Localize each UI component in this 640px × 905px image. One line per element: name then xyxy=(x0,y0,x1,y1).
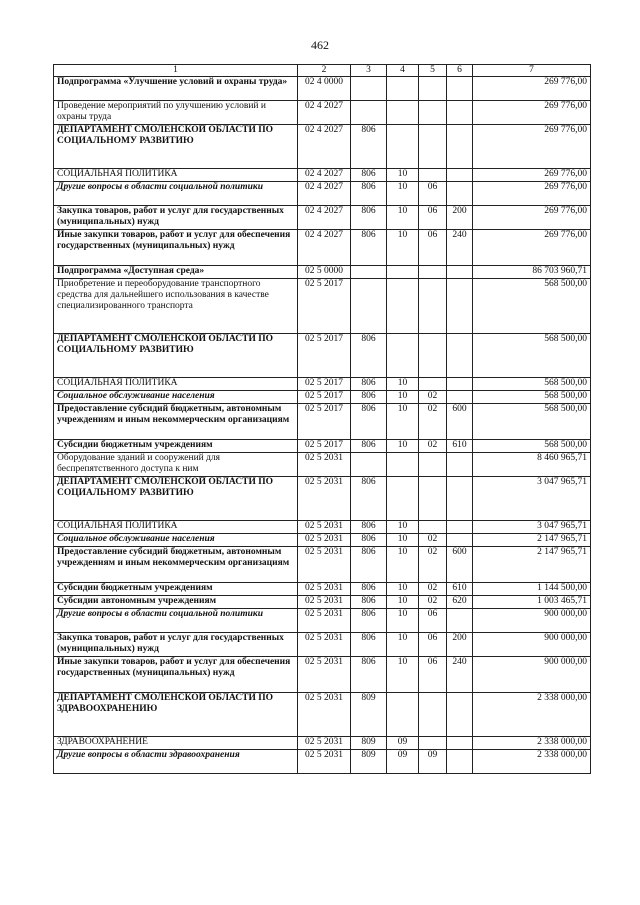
row-sum-cell: 2 338 000,00 xyxy=(473,693,591,737)
row-name-cell: Проведение мероприятий по улучшению условий и охраны труда xyxy=(54,101,298,125)
row-vr-cell xyxy=(447,750,473,774)
row-rz-cell: 10 xyxy=(387,596,419,609)
row-csr-cell: 02 5 2031 xyxy=(298,596,351,609)
row-ved-cell: 806 xyxy=(351,378,387,391)
row-ved-cell: 806 xyxy=(351,206,387,230)
row-rz-cell: 10 xyxy=(387,230,419,266)
row-sum-cell: 269 776,00 xyxy=(473,77,591,101)
row-sum-cell: 2 338 000,00 xyxy=(473,737,591,750)
row-name-cell: Подпрограмма «Улучшение условий и охраны труда» xyxy=(54,77,298,101)
row-vr-cell xyxy=(447,378,473,391)
row-sum-cell: 269 776,00 xyxy=(473,182,591,206)
row-rz-cell: 10 xyxy=(387,182,419,206)
row-name-cell: ДЕПАРТАМЕНТ СМОЛЕНСКОЙ ОБЛАСТИ ПО ЗДРАВООХРАНЕНИЮ xyxy=(54,693,298,737)
row-pr-cell: 02 xyxy=(419,583,447,596)
row-vr-cell: 610 xyxy=(447,440,473,453)
row-csr-cell: 02 4 0000 xyxy=(298,77,351,101)
table-row xyxy=(54,609,591,633)
row-rz-cell: 10 xyxy=(387,657,419,693)
row-csr-cell: 02 5 2031 xyxy=(298,477,351,521)
row-vr-cell xyxy=(447,477,473,521)
table-row xyxy=(54,477,591,521)
row-csr-cell: 02 5 2031 xyxy=(298,657,351,693)
row-name-cell: ЗДРАВООХРАНЕНИЕ xyxy=(54,737,298,750)
row-pr-cell: 06 xyxy=(419,609,447,633)
row-name-cell: Другие вопросы в области социальной политики xyxy=(54,182,298,206)
row-ved-cell xyxy=(351,453,387,477)
row-vr-cell xyxy=(447,693,473,737)
row-vr-cell: 610 xyxy=(447,583,473,596)
row-ved-cell: 809 xyxy=(351,693,387,737)
row-name-cell: Приобретение и переоборудование транспортного средства для дальнейшего использования в качестве специализированного транспорта xyxy=(54,279,298,334)
row-ved-cell: 809 xyxy=(351,750,387,774)
row-pr-cell xyxy=(419,737,447,750)
table-row xyxy=(54,169,591,182)
row-pr-cell xyxy=(419,477,447,521)
row-pr-cell: 09 xyxy=(419,750,447,774)
row-sum-cell: 2 338 000,00 xyxy=(473,750,591,774)
row-ved-cell: 806 xyxy=(351,534,387,547)
table-row xyxy=(54,633,591,657)
table-row xyxy=(54,182,591,206)
row-csr-cell: 02 4 2027 xyxy=(298,101,351,125)
row-csr-cell: 02 5 2031 xyxy=(298,693,351,737)
row-sum-cell: 269 776,00 xyxy=(473,206,591,230)
row-csr-cell: 02 4 2027 xyxy=(298,206,351,230)
row-csr-cell: 02 5 2031 xyxy=(298,534,351,547)
row-rz-cell: 09 xyxy=(387,750,419,774)
page-number: 462 xyxy=(311,38,329,52)
row-vr-cell xyxy=(447,279,473,334)
row-rz-cell xyxy=(387,101,419,125)
row-sum-cell: 2 147 965,71 xyxy=(473,547,591,583)
row-rz-cell xyxy=(387,477,419,521)
row-sum-cell: 1 144 500,00 xyxy=(473,583,591,596)
row-rz-cell xyxy=(387,279,419,334)
row-vr-cell xyxy=(447,453,473,477)
row-vr-cell: 600 xyxy=(447,547,473,583)
table-row xyxy=(54,279,591,334)
table-row xyxy=(54,378,591,391)
row-rz-cell: 10 xyxy=(387,169,419,182)
table-row xyxy=(54,737,591,750)
table-header-row xyxy=(54,65,591,77)
row-ved-cell: 806 xyxy=(351,657,387,693)
row-name-cell: Предоставление субсидий бюджетным, автономным учреждениям и иным некоммерческим организациям xyxy=(54,547,298,583)
table-row xyxy=(54,521,591,534)
table-row xyxy=(54,391,591,404)
row-vr-cell: 600 xyxy=(447,404,473,440)
row-ved-cell: 806 xyxy=(351,404,387,440)
row-pr-cell xyxy=(419,279,447,334)
row-sum-cell: 269 776,00 xyxy=(473,125,591,169)
row-name-cell: СОЦИАЛЬНАЯ ПОЛИТИКА xyxy=(54,169,298,182)
row-vr-cell xyxy=(447,125,473,169)
row-ved-cell xyxy=(351,266,387,279)
row-sum-cell: 568 500,00 xyxy=(473,404,591,440)
row-ved-cell: 806 xyxy=(351,182,387,206)
table-row xyxy=(54,657,591,693)
table-row xyxy=(54,750,591,774)
table-row xyxy=(54,547,591,583)
table-row xyxy=(54,125,591,169)
row-csr-cell: 02 5 2017 xyxy=(298,391,351,404)
row-pr-cell: 06 xyxy=(419,657,447,693)
row-csr-cell: 02 4 2027 xyxy=(298,182,351,206)
row-vr-cell xyxy=(447,534,473,547)
table-row xyxy=(54,230,591,266)
row-name-cell: Закупка товаров, работ и услуг для государственных (муниципальных) нужд xyxy=(54,206,298,230)
budget-table xyxy=(53,64,591,774)
row-sum-cell: 3 047 965,71 xyxy=(473,521,591,534)
row-csr-cell: 02 4 2027 xyxy=(298,230,351,266)
row-csr-cell: 02 5 0000 xyxy=(298,266,351,279)
row-name-cell: Иные закупки товаров, работ и услуг для обеспечения государственных (муниципальных) нужд xyxy=(54,657,298,693)
row-vr-cell xyxy=(447,169,473,182)
row-sum-cell: 568 500,00 xyxy=(473,378,591,391)
budget-table-body xyxy=(54,65,591,774)
row-name-cell: Оборудование зданий и сооружений для беспрепятственного доступа к ним xyxy=(54,453,298,477)
row-pr-cell xyxy=(419,125,447,169)
row-ved-cell: 806 xyxy=(351,440,387,453)
row-rz-cell xyxy=(387,266,419,279)
row-pr-cell xyxy=(419,77,447,101)
row-pr-cell: 06 xyxy=(419,230,447,266)
row-pr-cell: 02 xyxy=(419,547,447,583)
header-cell-vr: 6 xyxy=(447,65,473,77)
table-row xyxy=(54,266,591,279)
row-csr-cell: 02 5 2031 xyxy=(298,750,351,774)
row-ved-cell: 806 xyxy=(351,547,387,583)
table-row xyxy=(54,334,591,378)
row-pr-cell xyxy=(419,453,447,477)
header-cell-ved: 3 xyxy=(351,65,387,77)
row-ved-cell: 806 xyxy=(351,230,387,266)
row-sum-cell: 2 147 965,71 xyxy=(473,534,591,547)
row-sum-cell: 269 776,00 xyxy=(473,169,591,182)
row-vr-cell xyxy=(447,334,473,378)
row-rz-cell: 10 xyxy=(387,534,419,547)
row-vr-cell xyxy=(447,182,473,206)
table-row xyxy=(54,404,591,440)
row-csr-cell: 02 5 2031 xyxy=(298,609,351,633)
row-name-cell: Предоставление субсидий бюджетным, автономным учреждениям и иным некоммерческим организациям xyxy=(54,404,298,440)
row-csr-cell: 02 5 2031 xyxy=(298,547,351,583)
row-pr-cell: 02 xyxy=(419,440,447,453)
row-sum-cell: 568 500,00 xyxy=(473,440,591,453)
table-row xyxy=(54,206,591,230)
row-vr-cell xyxy=(447,737,473,750)
row-ved-cell: 806 xyxy=(351,583,387,596)
row-csr-cell: 02 5 2017 xyxy=(298,334,351,378)
row-vr-cell: 240 xyxy=(447,657,473,693)
row-sum-cell: 900 000,00 xyxy=(473,633,591,657)
row-vr-cell xyxy=(447,521,473,534)
row-pr-cell: 02 xyxy=(419,404,447,440)
table-row xyxy=(54,534,591,547)
header-cell-name: 1 xyxy=(54,65,298,77)
row-rz-cell: 09 xyxy=(387,737,419,750)
row-vr-cell xyxy=(447,609,473,633)
row-ved-cell: 809 xyxy=(351,737,387,750)
row-csr-cell: 02 5 2017 xyxy=(298,404,351,440)
header-cell-rz: 4 xyxy=(387,65,419,77)
row-rz-cell xyxy=(387,334,419,378)
table-row xyxy=(54,596,591,609)
row-pr-cell: 06 xyxy=(419,206,447,230)
row-rz-cell: 10 xyxy=(387,609,419,633)
row-rz-cell: 10 xyxy=(387,521,419,534)
row-ved-cell xyxy=(351,77,387,101)
row-ved-cell: 806 xyxy=(351,609,387,633)
row-sum-cell: 269 776,00 xyxy=(473,230,591,266)
row-rz-cell: 10 xyxy=(387,404,419,440)
row-name-cell: ДЕПАРТАМЕНТ СМОЛЕНСКОЙ ОБЛАСТИ ПО СОЦИАЛЬНОМУ РАЗВИТИЮ xyxy=(54,334,298,378)
row-pr-cell: 02 xyxy=(419,391,447,404)
row-sum-cell: 1 003 465,71 xyxy=(473,596,591,609)
row-name-cell: ДЕПАРТАМЕНТ СМОЛЕНСКОЙ ОБЛАСТИ ПО СОЦИАЛЬНОМУ РАЗВИТИЮ xyxy=(54,477,298,521)
row-csr-cell: 02 5 2017 xyxy=(298,378,351,391)
row-ved-cell: 806 xyxy=(351,521,387,534)
row-rz-cell xyxy=(387,77,419,101)
row-name-cell: Социальное обслуживание населения xyxy=(54,391,298,404)
row-sum-cell: 269 776,00 xyxy=(473,101,591,125)
row-ved-cell: 806 xyxy=(351,334,387,378)
row-sum-cell: 8 460 965,71 xyxy=(473,453,591,477)
row-sum-cell: 86 703 960,71 xyxy=(473,266,591,279)
row-vr-cell xyxy=(447,266,473,279)
row-csr-cell: 02 4 2027 xyxy=(298,125,351,169)
row-pr-cell xyxy=(419,169,447,182)
row-pr-cell: 02 xyxy=(419,596,447,609)
row-pr-cell xyxy=(419,378,447,391)
row-ved-cell: 806 xyxy=(351,633,387,657)
row-ved-cell: 806 xyxy=(351,125,387,169)
row-ved-cell xyxy=(351,279,387,334)
row-vr-cell: 200 xyxy=(447,206,473,230)
row-ved-cell: 806 xyxy=(351,596,387,609)
row-name-cell: Субсидии бюджетным учреждениям xyxy=(54,440,298,453)
header-cell-sum: 7 xyxy=(473,65,591,77)
header-cell-pr: 5 xyxy=(419,65,447,77)
row-pr-cell xyxy=(419,693,447,737)
row-csr-cell: 02 4 2027 xyxy=(298,169,351,182)
row-rz-cell: 10 xyxy=(387,206,419,230)
row-name-cell: Иные закупки товаров, работ и услуг для обеспечения государственных (муниципальных) нужд xyxy=(54,230,298,266)
row-sum-cell: 900 000,00 xyxy=(473,609,591,633)
row-pr-cell: 02 xyxy=(419,534,447,547)
row-vr-cell: 240 xyxy=(447,230,473,266)
row-csr-cell: 02 5 2031 xyxy=(298,521,351,534)
row-csr-cell: 02 5 2031 xyxy=(298,453,351,477)
table-row xyxy=(54,453,591,477)
header-cell-csr: 2 xyxy=(298,65,351,77)
row-pr-cell: 06 xyxy=(419,633,447,657)
table-row xyxy=(54,693,591,737)
row-pr-cell xyxy=(419,521,447,534)
row-sum-cell: 900 000,00 xyxy=(473,657,591,693)
row-vr-cell xyxy=(447,77,473,101)
row-csr-cell: 02 5 2017 xyxy=(298,440,351,453)
row-name-cell: СОЦИАЛЬНАЯ ПОЛИТИКА xyxy=(54,521,298,534)
row-csr-cell: 02 5 2017 xyxy=(298,279,351,334)
row-sum-cell: 568 500,00 xyxy=(473,334,591,378)
row-name-cell: СОЦИАЛЬНАЯ ПОЛИТИКА xyxy=(54,378,298,391)
row-pr-cell xyxy=(419,101,447,125)
row-name-cell: ДЕПАРТАМЕНТ СМОЛЕНСКОЙ ОБЛАСТИ ПО СОЦИАЛЬНОМУ РАЗВИТИЮ xyxy=(54,125,298,169)
row-rz-cell: 10 xyxy=(387,440,419,453)
row-rz-cell xyxy=(387,125,419,169)
row-vr-cell xyxy=(447,391,473,404)
row-name-cell: Социальное обслуживание населения xyxy=(54,534,298,547)
row-name-cell: Закупка товаров, работ и услуг для государственных (муниципальных) нужд xyxy=(54,633,298,657)
row-name-cell: Другие вопросы в области социальной политики xyxy=(54,609,298,633)
row-sum-cell: 568 500,00 xyxy=(473,391,591,404)
row-name-cell: Другие вопросы в области здравоохранения xyxy=(54,750,298,774)
row-ved-cell: 806 xyxy=(351,477,387,521)
row-vr-cell xyxy=(447,101,473,125)
table-row xyxy=(54,583,591,596)
row-sum-cell: 568 500,00 xyxy=(473,279,591,334)
row-name-cell: Субсидии автономным учреждениям xyxy=(54,596,298,609)
row-csr-cell: 02 5 2031 xyxy=(298,737,351,750)
row-vr-cell: 620 xyxy=(447,596,473,609)
row-name-cell: Подпрограмма «Доступная среда» xyxy=(54,266,298,279)
row-vr-cell: 200 xyxy=(447,633,473,657)
table-row xyxy=(54,77,591,101)
row-ved-cell: 806 xyxy=(351,169,387,182)
table-row xyxy=(54,440,591,453)
row-ved-cell: 806 xyxy=(351,391,387,404)
row-ved-cell xyxy=(351,101,387,125)
row-name-cell: Субсидии бюджетным учреждениям xyxy=(54,583,298,596)
row-rz-cell: 10 xyxy=(387,633,419,657)
table-row xyxy=(54,101,591,125)
row-rz-cell: 10 xyxy=(387,391,419,404)
row-csr-cell: 02 5 2031 xyxy=(298,583,351,596)
row-rz-cell xyxy=(387,693,419,737)
row-pr-cell: 06 xyxy=(419,182,447,206)
row-sum-cell: 3 047 965,71 xyxy=(473,477,591,521)
row-rz-cell xyxy=(387,453,419,477)
row-csr-cell: 02 5 2031 xyxy=(298,633,351,657)
row-pr-cell xyxy=(419,266,447,279)
row-rz-cell: 10 xyxy=(387,547,419,583)
row-rz-cell: 10 xyxy=(387,583,419,596)
row-rz-cell: 10 xyxy=(387,378,419,391)
row-pr-cell xyxy=(419,334,447,378)
